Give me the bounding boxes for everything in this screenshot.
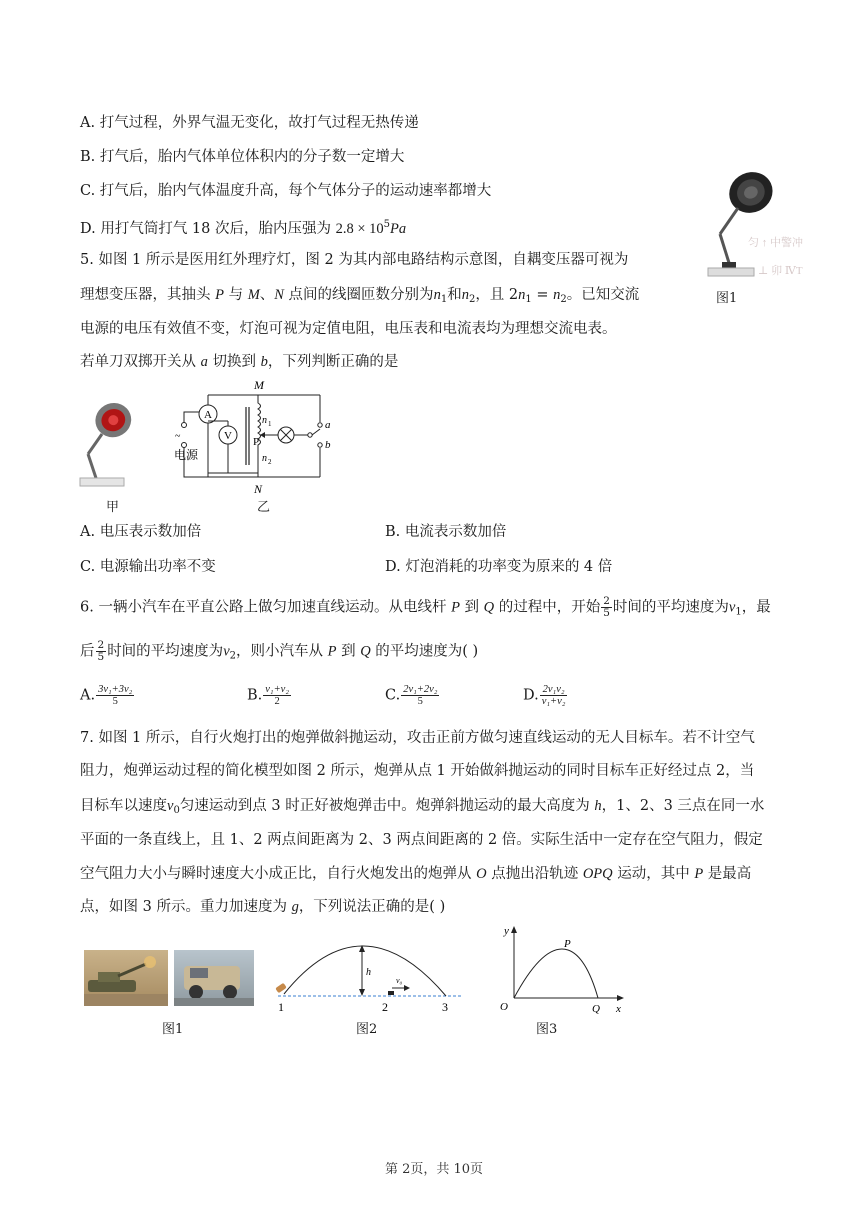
svg-text:v₀: v₀ [396,976,403,985]
q4-option-d-text: D. 用打气筒打气 18 次后，胎内压强为 [80,221,336,237]
projectile-model-diagram [270,925,470,1015]
svg-text:O: O [500,1001,508,1013]
svg-text:2: 2 [268,458,272,466]
trajectory-arc [284,946,446,996]
q5-line-3: 电源的电压有效值不变，灯泡可视为定值电阻，电压表和电流表均为理想交流电表。 [80,321,617,337]
lamp-figure-jia-caption: 甲 [106,500,120,515]
svg-text:~: ~ [175,431,181,442]
q5-option-d: D. 灯泡消耗的功率变为原来的 4 倍 [385,559,613,575]
q7-line-6: 点，如图 3 所示。重力加速度为 g，下列说法正确的是( ) [80,899,446,915]
q4-option-d [80,215,406,239]
svg-text:V: V [224,430,232,442]
svg-text:2: 2 [382,1000,388,1014]
circuit-diagram [170,377,340,517]
q7-fig2-caption: 图2 [356,1022,378,1037]
source-terminal-bottom [182,443,187,448]
q5-option-c: C. 电源输出功率不变 [80,559,216,575]
svg-text:1: 1 [278,1000,284,1014]
svg-text:3: 3 [442,1000,448,1014]
opq-curve [514,949,598,998]
q6-option-d: D. $\frac{\text{2v₁v₂}}{\text{v₁+v₂}}$ [523,684,566,707]
svg-text:y: y [504,925,509,937]
lamp-figure-1 [698,162,803,307]
q6-option-c: C. $\frac{\text{2v₁+2v₂}}{5}$ [385,684,438,707]
q6-line-2: 后 $\frac{2}{5}$ 时间的平均速度为$v_2$，则小汽车从 P 到 Q 的平均速度为( ) [80,639,479,663]
q7-line-4: 平面的一条直线上，且 1、2 两点间距离为 2、3 两点间距离的 2 倍。实际生活中一定存在空气阻力，假定 [80,832,763,848]
svg-text:1: 1 [268,420,272,428]
q4-option-d-unit: Pa [390,221,407,237]
q4-option-a: A. 打气过程，外界气温无变化，故打气过程无热传递 [80,115,419,131]
svg-text:A: A [204,409,212,421]
switch-blade [312,429,320,435]
switch-a-label: a [325,419,331,431]
circuit-caption: 乙 [257,500,271,515]
q5-option-b: B. 电流表示数加倍 [385,524,507,540]
q5-option-a: A. 电压表示数加倍 [80,524,202,540]
source-label: 电源 [174,448,199,462]
svg-text:x: x [616,1003,621,1015]
lamp-watermark-2: ⊥ 卯 ⅣT [758,265,803,277]
q4-option-d-exp: 5 [383,219,391,230]
switch-b-label: b [325,439,331,451]
svg-text:n: n [262,415,267,426]
lamp-watermark-1: 匀 ↑ 中警冲 [748,237,803,249]
artillery-photos [84,950,254,1006]
q6-option-b: B. $\frac{\text{v₁+v₂}}{2}$ [247,684,289,707]
q7-fig3-caption: 图3 [536,1022,558,1037]
lamp-figure-1-caption: 图1 [716,291,738,306]
q4-option-d-value: 2.8 × 10 [335,221,384,237]
terminal-N-label: N [254,482,263,496]
q7-fig1-caption: 图1 [162,1022,184,1037]
trajectory-opq-diagram [494,920,634,1020]
q7-line-5: 空气阻力大小与瞬时速度大小成正比，自行火炮发出的炮弹从 O 点抛出沿轨迹 OPQ 运动，其中 P 是最高 [80,866,752,882]
cannon-icon [275,983,287,994]
terminal-M-label: M [254,378,264,392]
q7-line-3: 目标车以速度$v_0$匀速运动到点 3 时正好被炮弹击中。炮弹斜抛运动的最大高度为 h，1、2、3 三点在同一水 [80,798,765,816]
q7-line-2: 阻力，炮弹运动过程的简化模型如图 2 所示，炮弹从点 1 开始做斜抛运动的同时目标车正好经过点 2，当 [80,763,755,779]
page-footer: 第 2页，共 10页 [384,1162,484,1177]
q6-option-a: A. $\frac{\text{3v₁+3v₂}}{5}$ [80,684,133,707]
svg-text:h: h [366,967,371,978]
tap-P-label: P [253,436,260,448]
q5-line-1: 5. 如图 1 所示是医用红外理疗灯，图 2 为其内部电路结构示意图，自耦变压器可视为 [80,252,629,268]
svg-text:n: n [262,453,267,464]
q6-line-1: 6. 一辆小汽车在平直公路上做匀加速直线运动。从电线杆 P 到 Q 的过程中，开始 $\frac{2}{5}$ 时间的平均速度为$v_1$，最 [80,595,771,619]
svg-text:P: P [564,938,571,950]
q4-option-b: B. 打气后，胎内气体单位体积内的分子数一定增大 [80,149,405,165]
q4-option-c: C. 打气后，胎内气体温度升高，每个气体分子的运动速率都增大 [80,183,492,199]
source-terminal-top [182,423,187,428]
lamp-figure-jia [74,392,154,492]
svg-text:Q: Q [592,1003,600,1015]
q5-line-2: 理想变压器，其抽头 P 与 M、N 点间的线圈匝数分别为$n_1$和$n_2$，且 $2n_1 = n_2$。已知交流 [80,287,640,305]
q7-line-1: 7. 如图 1 所示，自行火炮打出的炮弹做斜抛运动，攻击正前方做匀速直线运动的无人目标车。若不计空气 [80,730,755,746]
q5-line-4: 若单刀双掷开关从 a 切换到 b，下列判断正确的是 [80,354,399,370]
